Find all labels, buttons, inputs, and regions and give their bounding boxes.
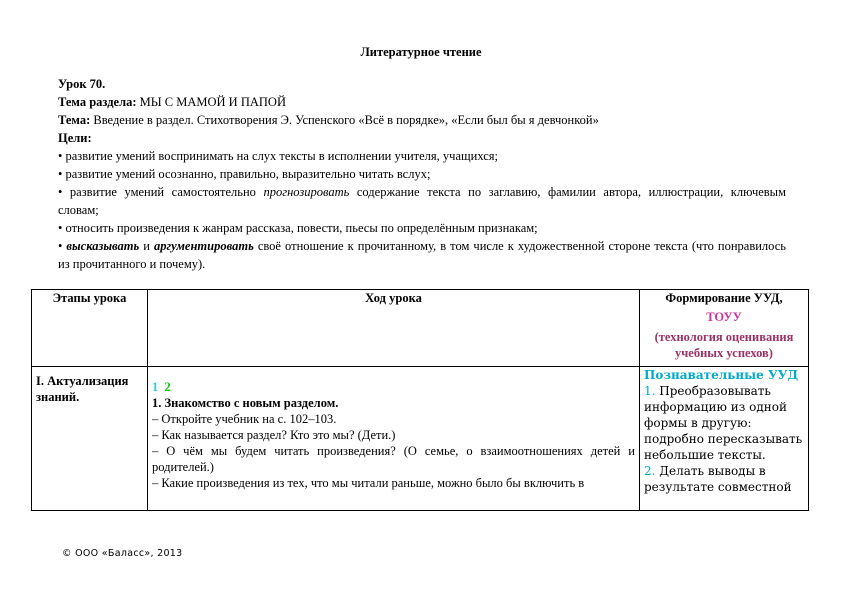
header-uud [640, 290, 809, 367]
slide-number-2: 2 [164, 380, 171, 394]
header-stages: Этапы урока [32, 290, 148, 367]
section-label: Тема раздела: [58, 95, 137, 109]
header-uud-label: Формирование УУД, [665, 291, 783, 305]
section-line [58, 93, 786, 111]
goal-item: • относить произведения к жанрам рассказа, повести, пьесы по определённым признакам; [58, 221, 538, 235]
goal-emphasis: прогнозировать [263, 185, 350, 199]
goal-item: • развитие умений самостоятельно прогнозировать содержание текста по заглавию, фамилии автора, иллюстрации, ключевым словам; [58, 185, 786, 217]
lesson-table [31, 289, 809, 511]
course-cell [148, 367, 640, 511]
course-line: – Какие произведения из тех, что мы читали раньше, можно было бы включить в [152, 476, 585, 490]
table-header-row [32, 290, 809, 367]
goals-line [58, 129, 786, 147]
goal-emphasis: аргументировать [154, 239, 254, 253]
topic-text: Введение в раздел. Стихотворения Э. Успенского «Всё в порядке», «Если был бы я девчонкой» [90, 113, 599, 127]
header-course: Ход урока [148, 290, 640, 367]
lesson-number: Урок 70. [58, 77, 106, 91]
course-heading: 1. Знакомство с новым разделом. [152, 396, 339, 410]
goal-item: • высказывать и аргументировать своё отношение к прочитанному, в том числе к художественной стороне текста (что понравилось из прочитанного и почему). [58, 239, 786, 271]
goals-label: Цели: [58, 131, 92, 145]
table-row [32, 367, 809, 511]
topic-line [58, 111, 786, 129]
course-line: – Как называется раздел? Кто это мы? (Дети.) [152, 428, 396, 442]
header-touu: ТОУУ [706, 310, 742, 324]
course-line: – О чём мы будем читать произведения? (О семье, о взаимоотношениях детей и родителей.) [152, 444, 635, 474]
stage-name: I. Актуализация знаний. [36, 374, 129, 404]
goal-item: • развитие умений осознанно, правильно, выразительно читать вслух; [58, 167, 431, 181]
uud-item: 2. Делать выводы в результате совместной [644, 464, 792, 494]
goal-emphasis: высказывать [66, 239, 140, 253]
header-tech: (технология оценивания учебных успехов) [654, 330, 794, 360]
document-title: Литературное чтение [360, 45, 482, 59]
lesson-header [58, 75, 786, 273]
lesson-number-line [58, 75, 786, 93]
uud-cell [640, 367, 809, 511]
section-name: МЫ С МАМОЙ И ПАПОЙ [136, 95, 286, 109]
slide-numbers [152, 379, 635, 395]
topic-label: Тема: [58, 113, 91, 127]
course-line: – Откройте учебник на с. 102–103. [152, 412, 337, 426]
goal-item: • развитие умений воспринимать на слух тексты в исполнении учителя, учащихся; [58, 149, 498, 163]
copyright-footer: © ООО «Баласс», 2013 [62, 548, 183, 559]
uud-item: 1. Преобразовывать информацию из одной формы в другую: подробно пересказывать небольшие тексты. [644, 384, 803, 462]
slide-number-1: 1 [152, 380, 159, 394]
uud-title: Познавательные УУД [644, 368, 799, 382]
stage-cell [32, 367, 148, 511]
